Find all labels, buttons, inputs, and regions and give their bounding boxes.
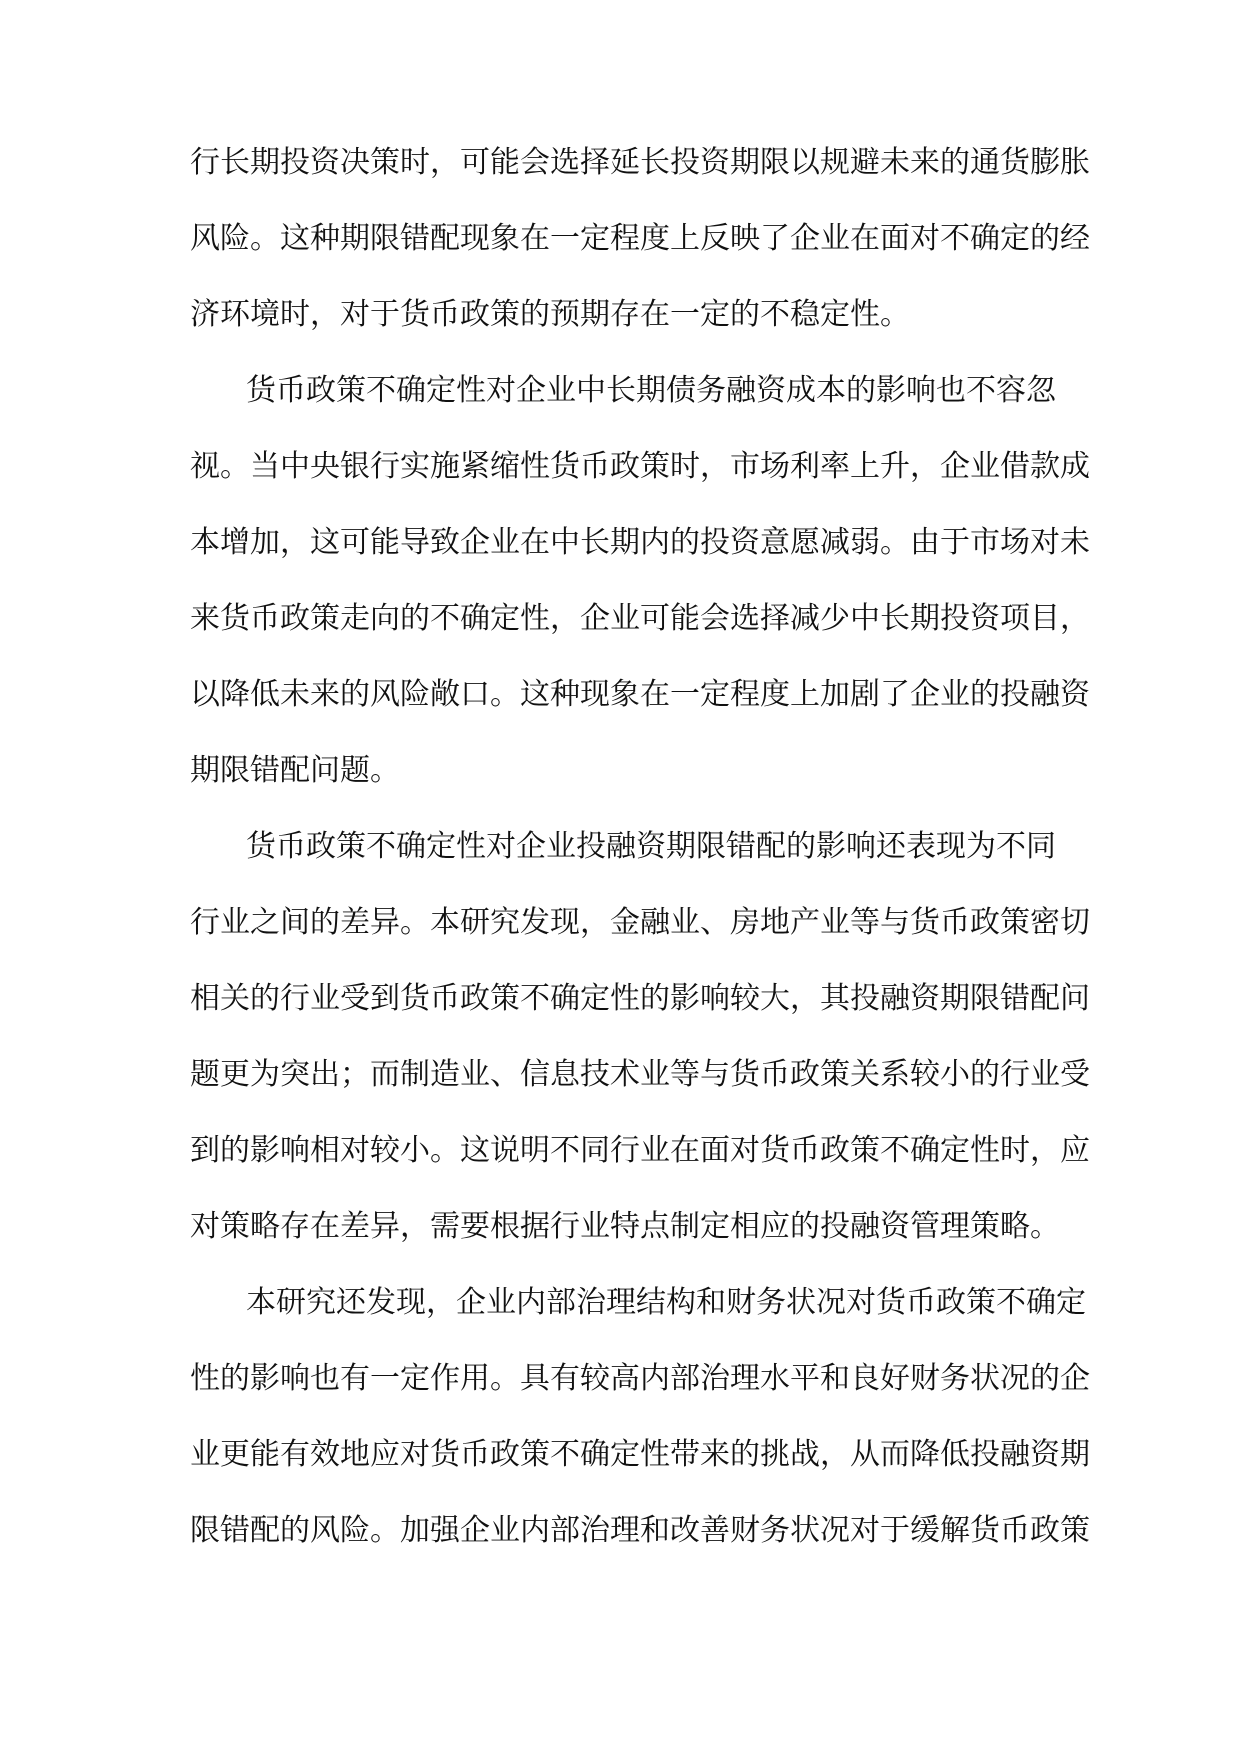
paragraph-1-line-3: 济环境时，对于货币政策的预期存在一定的不稳定性。 — [190, 297, 910, 332]
body-text — [190, 143, 1090, 1587]
paragraph-3-line-6: 对策略存在差异，需要根据行业特点制定相应的投融资管理策略。 — [190, 1209, 1060, 1244]
paragraph-3-line-2: 行业之间的差异。本研究发现，金融业、房地产业等与货币政策密切 — [190, 905, 1090, 940]
paragraph-2-line-2: 视。当中央银行实施紧缩性货币政策时，市场利率上升，企业借款成 — [190, 449, 1090, 484]
paragraph-3-line-3: 相关的行业受到货币政策不确定性的影响较大，其投融资期限错配问 — [190, 981, 1090, 1016]
paragraph-2-line-4: 来货币政策走向的不确定性，企业可能会选择减少中长期投资项目， — [190, 601, 1090, 636]
paragraph-1-line-2: 风险。这种期限错配现象在一定程度上反映了企业在面对不确定的经 — [190, 221, 1090, 256]
paragraph-4-line-4: 限错配的风险。加强企业内部治理和改善财务状况对于缓解货币政策 — [190, 1513, 1090, 1548]
paragraph-2-line-3: 本增加，这可能导致企业在中长期内的投资意愿减弱。由于市场对未 — [190, 525, 1090, 560]
paragraph-4-line-2: 性的影响也有一定作用。具有较高内部治理水平和良好财务状况的企 — [190, 1361, 1090, 1396]
paragraph-1-line-1: 行长期投资决策时，可能会选择延长投资期限以规避未来的通货膨胀 — [190, 145, 1090, 180]
paragraph-4-line-1: 本研究还发现，企业内部治理结构和财务状况对货币政策不确定 — [246, 1285, 1086, 1320]
paragraph-3-line-5: 到的影响相对较小。这说明不同行业在面对货币政策不确定性时，应 — [190, 1133, 1090, 1168]
paragraph-4-line-3: 业更能有效地应对货币政策不确定性带来的挑战，从而降低投融资期 — [190, 1437, 1090, 1472]
paragraph-3-line-1: 货币政策不确定性对企业投融资期限错配的影响还表现为不同 — [246, 829, 1056, 864]
paragraph-2-line-5: 以降低未来的风险敞口。这种现象在一定程度上加剧了企业的投融资 — [190, 677, 1090, 712]
paragraph-3-line-4: 题更为突出；而制造业、信息技术业等与货币政策关系较小的行业受 — [190, 1057, 1090, 1092]
paragraph-2-line-6: 期限错配问题。 — [190, 753, 400, 788]
paragraph-2-line-1: 货币政策不确定性对企业中长期债务融资成本的影响也不容忽 — [246, 373, 1056, 408]
